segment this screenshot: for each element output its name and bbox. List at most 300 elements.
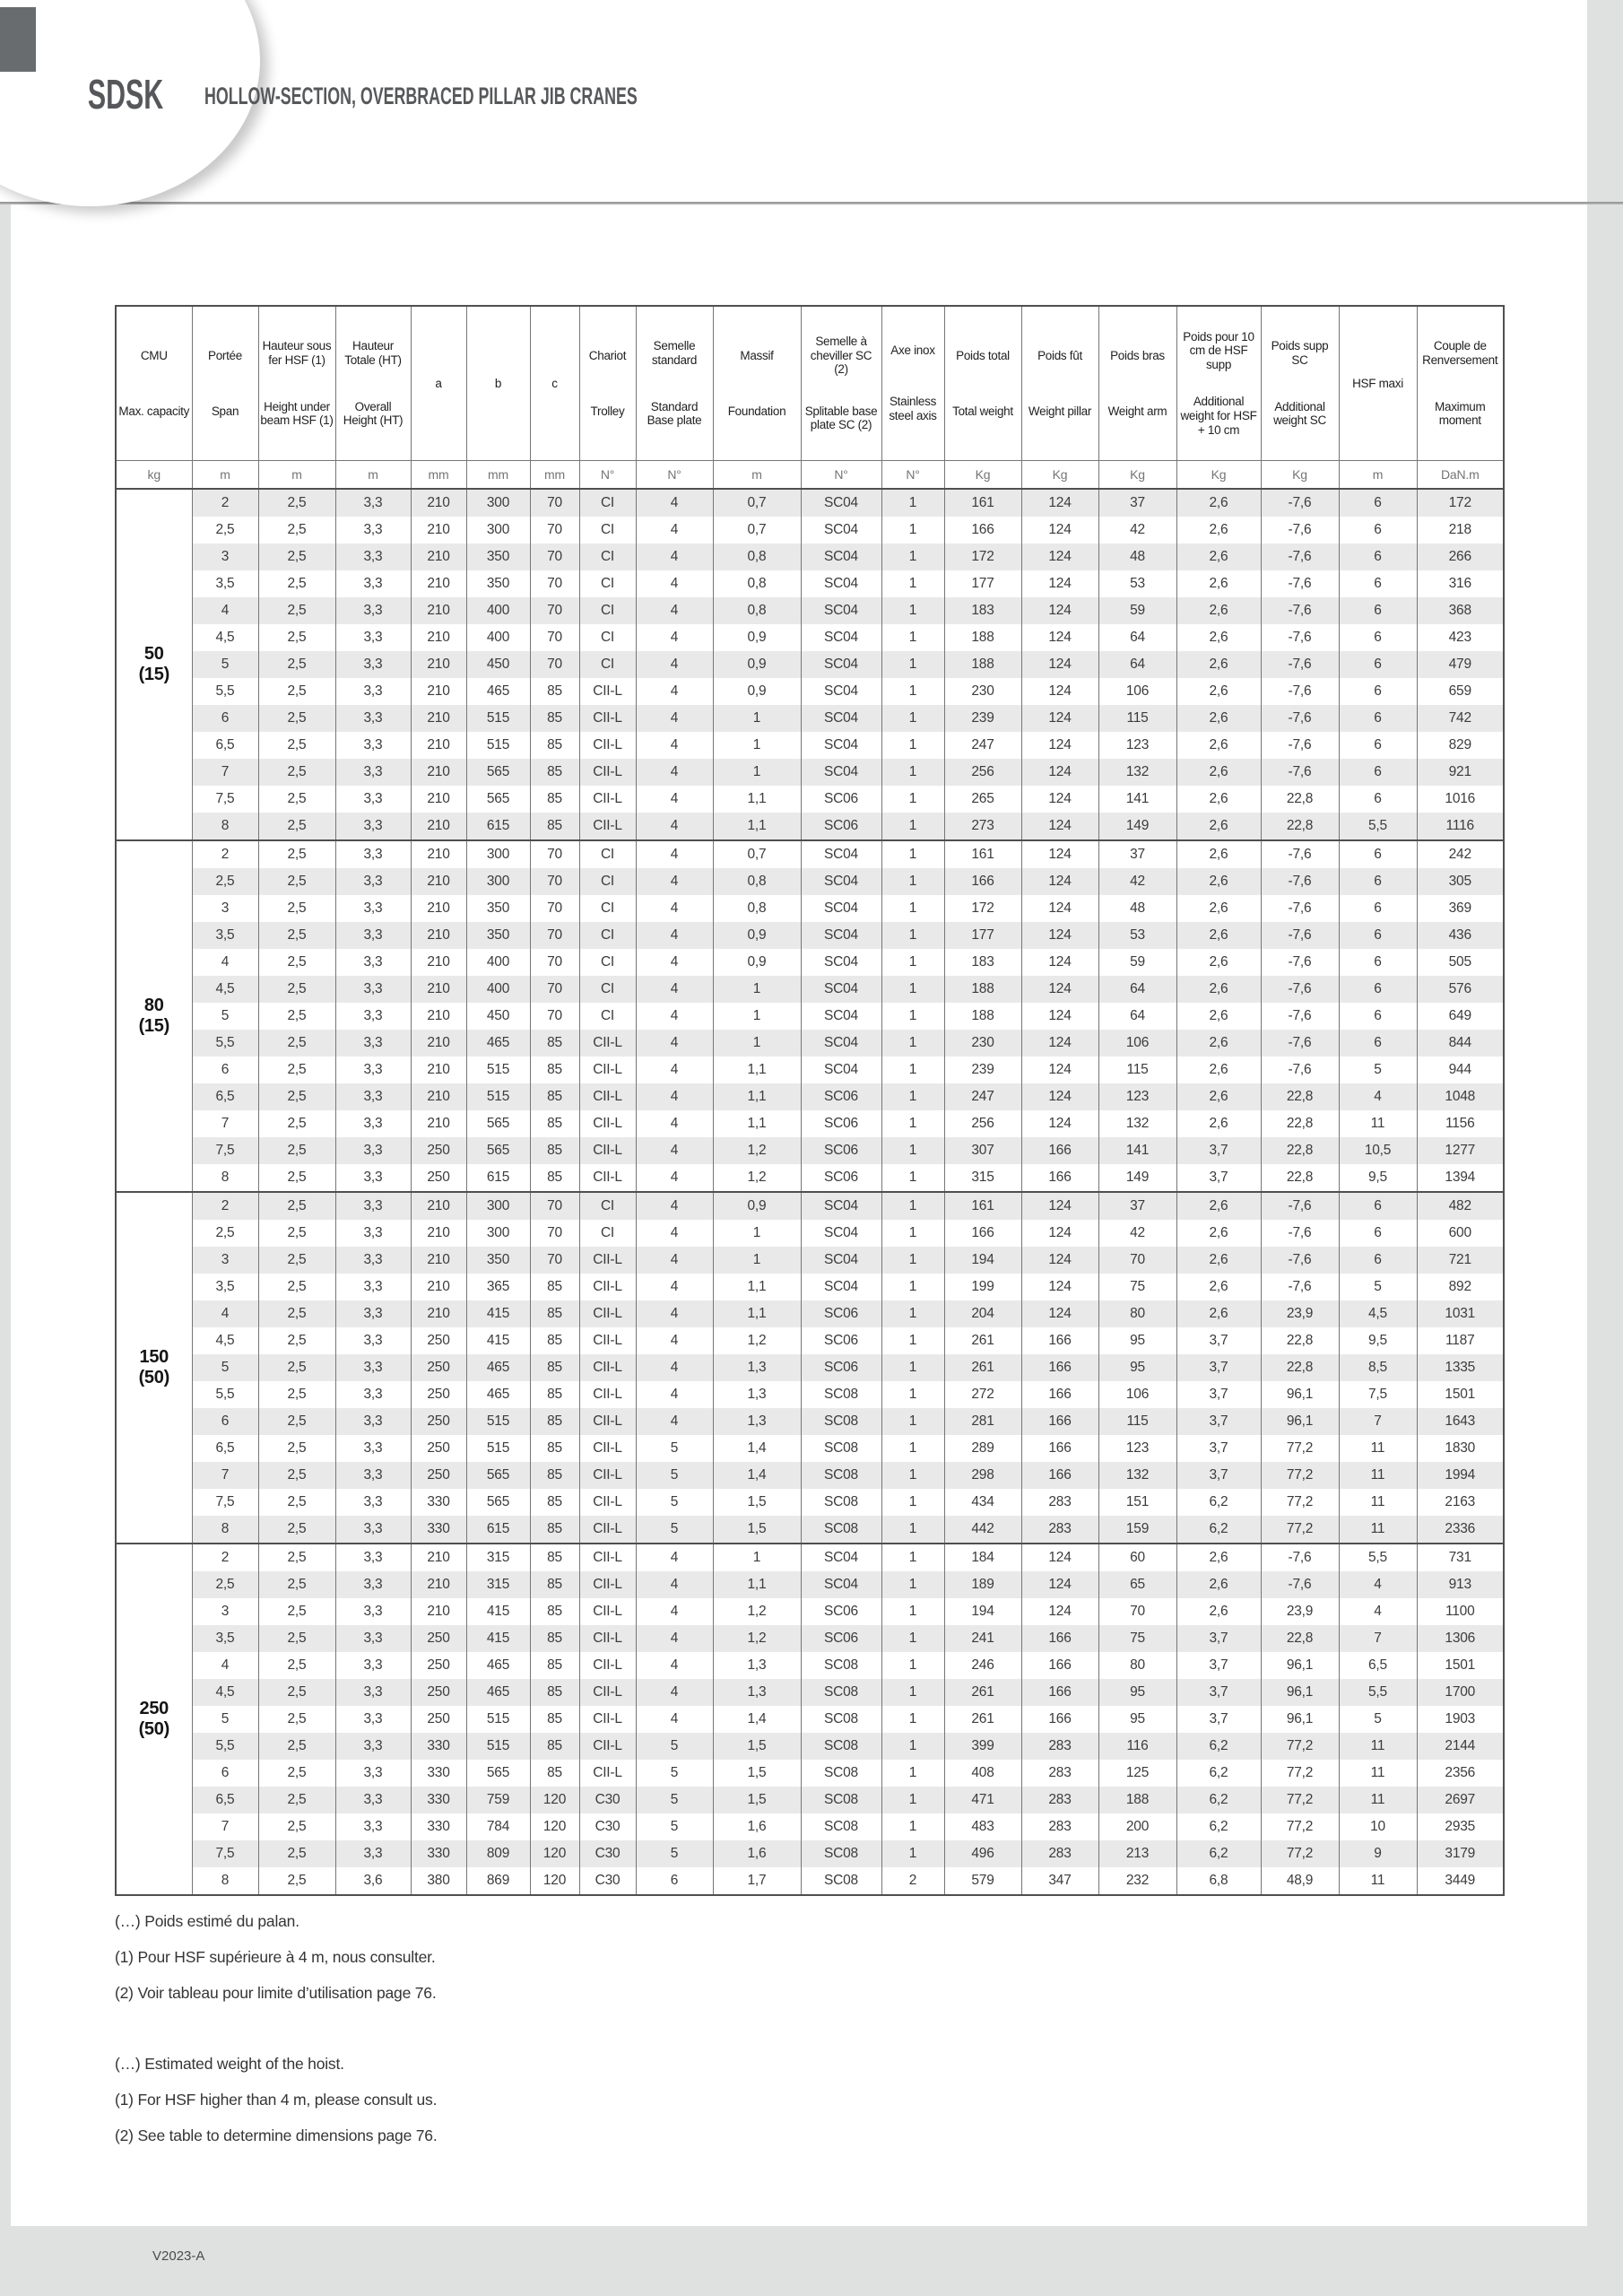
table-cell: 1306 [1417, 1625, 1504, 1652]
column-unit-6: mm [466, 461, 530, 490]
table-cell: 70 [530, 517, 579, 544]
table-cell: 125 [1098, 1760, 1176, 1787]
table-cell: 266 [1417, 544, 1504, 570]
table-cell: 132 [1098, 1110, 1176, 1137]
table-cell: 1 [881, 570, 944, 597]
table-cell: 305 [1417, 868, 1504, 895]
table-cell: 6 [1339, 976, 1417, 1003]
table-cell: SC04 [801, 976, 881, 1003]
column-unit-3: m [258, 461, 335, 490]
table-cell: 3,7 [1176, 1408, 1261, 1435]
table-cell: 0,9 [713, 1192, 801, 1220]
table-cell: 96,1 [1261, 1408, 1339, 1435]
table-cell: 2,6 [1176, 1274, 1261, 1300]
table-cell: 11 [1339, 1462, 1417, 1489]
table-cell: 3,7 [1176, 1625, 1261, 1652]
table-cell: 2,5 [258, 1733, 335, 1760]
table-cell: CI [579, 1192, 636, 1220]
table-cell: 1 [881, 732, 944, 759]
table-cell: 6 [636, 1867, 713, 1895]
table-row [116, 705, 1504, 732]
table-cell: 5 [636, 1760, 713, 1787]
table-cell: 124 [1021, 1220, 1098, 1247]
table-cell: 3,5 [192, 922, 258, 949]
table-cell: CII-L [579, 1408, 636, 1435]
table-cell: 4 [636, 949, 713, 976]
table-cell: 5 [636, 1462, 713, 1489]
table-cell: 3,3 [335, 1435, 411, 1462]
table-cell: 515 [466, 1435, 530, 1462]
table-cell: CII-L [579, 759, 636, 786]
table-cell: 261 [944, 1679, 1021, 1706]
table-cell: SC08 [801, 1516, 881, 1544]
table-cell: CII-L [579, 1544, 636, 1571]
table-row [116, 1760, 1504, 1787]
table-cell: 77,2 [1261, 1462, 1339, 1489]
table-cell: 615 [466, 1516, 530, 1544]
table-cell: 11 [1339, 1489, 1417, 1516]
table-cell: 1 [881, 1381, 944, 1408]
table-cell: 4 [1339, 1598, 1417, 1625]
table-cell: 124 [1021, 651, 1098, 678]
table-cell: 2,6 [1176, 895, 1261, 922]
table-cell: 3,3 [335, 895, 411, 922]
table-cell: 565 [466, 759, 530, 786]
table-cell: 3,3 [335, 597, 411, 624]
table-cell: 6 [1339, 678, 1417, 705]
table-cell: 77,2 [1261, 1840, 1339, 1867]
table-cell: 2,5 [258, 651, 335, 678]
table-cell: -7,6 [1261, 678, 1339, 705]
column-unit-19: DaN.m [1417, 461, 1504, 490]
table-cell: 5,5 [1339, 1679, 1417, 1706]
table-cell: 9,5 [1339, 1327, 1417, 1354]
table-cell: 4 [636, 1057, 713, 1083]
table-cell: 3 [192, 1598, 258, 1625]
table-cell: 5 [1339, 1706, 1417, 1733]
table-cell: 2 [192, 840, 258, 868]
column-header-3 [258, 306, 335, 461]
table-cell: 6,5 [192, 1787, 258, 1813]
table-cell: 465 [466, 1652, 530, 1679]
table-cell: 1 [881, 1516, 944, 1544]
column-unit-9: N° [636, 461, 713, 490]
table-cell: 283 [1021, 1840, 1098, 1867]
table-cell: CII-L [579, 1571, 636, 1598]
table-cell: 1 [881, 678, 944, 705]
table-cell: 2163 [1417, 1489, 1504, 1516]
table-cell: 399 [944, 1733, 1021, 1760]
table-cell: 315 [466, 1544, 530, 1571]
table-cell: 4 [636, 1327, 713, 1354]
table-cell: 120 [530, 1787, 579, 1813]
column-label-fr: Axe inox [890, 344, 935, 358]
table-cell: 5 [1339, 1057, 1417, 1083]
table-cell: 3,3 [335, 1110, 411, 1137]
table-cell: 4 [636, 813, 713, 840]
table-cell: 85 [530, 1030, 579, 1057]
table-cell: 408 [944, 1760, 1021, 1787]
table-cell: 2 [192, 1544, 258, 1571]
table-cell: 2,6 [1176, 1300, 1261, 1327]
table-cell: 1,5 [713, 1516, 801, 1544]
table-cell: 85 [530, 1137, 579, 1164]
table-cell: 8 [192, 813, 258, 840]
table-cell: 5,5 [192, 678, 258, 705]
table-cell: 132 [1098, 1462, 1176, 1489]
table-cell: 70 [530, 544, 579, 570]
table-cell: 1 [713, 1247, 801, 1274]
column-unit-5: mm [411, 461, 466, 490]
column-header-19 [1417, 306, 1504, 461]
table-cell: 1 [881, 1679, 944, 1706]
table-cell: 1 [881, 1489, 944, 1516]
table-cell: 210 [411, 705, 466, 732]
table-cell: 6 [1339, 1220, 1417, 1247]
table-cell: 4 [636, 1652, 713, 1679]
table-cell: 85 [530, 1327, 579, 1354]
table-cell: 330 [411, 1760, 466, 1787]
table-cell: 1 [881, 1760, 944, 1787]
table-cell: 210 [411, 895, 466, 922]
table-cell: 368 [1417, 597, 1504, 624]
table-cell: 4 [636, 1354, 713, 1381]
table-cell: 273 [944, 813, 1021, 840]
table-cell: 4 [636, 1003, 713, 1030]
table-cell: CII-L [579, 705, 636, 732]
table-cell: 298 [944, 1462, 1021, 1489]
table-cell: 166 [1021, 1408, 1098, 1435]
table-cell: 0,9 [713, 624, 801, 651]
column-label-fr: Massif [740, 348, 774, 362]
table-cell: 124 [1021, 544, 1098, 570]
table-cell: 450 [466, 1003, 530, 1030]
table-cell: 3,3 [335, 1733, 411, 1760]
table-cell: 124 [1021, 1300, 1098, 1327]
table-cell: 42 [1098, 868, 1176, 895]
table-cell: 5 [192, 1354, 258, 1381]
table-cell: 124 [1021, 732, 1098, 759]
table-cell: 330 [411, 1787, 466, 1813]
table-cell: 1,1 [713, 1110, 801, 1137]
table-cell: 1394 [1417, 1164, 1504, 1192]
table-row [116, 1489, 1504, 1516]
table-cell: 2,6 [1176, 1003, 1261, 1030]
table-cell: -7,6 [1261, 651, 1339, 678]
table-cell: 48 [1098, 895, 1176, 922]
table-cell: 0,7 [713, 840, 801, 868]
table-cell: 256 [944, 759, 1021, 786]
table-cell: 5 [636, 1435, 713, 1462]
table-cell: 115 [1098, 1408, 1176, 1435]
table-cell: 436 [1417, 922, 1504, 949]
table-cell: SC08 [801, 1679, 881, 1706]
table-cell: 210 [411, 786, 466, 813]
column-label-fr: Hauteur Totale (HT) [344, 339, 402, 367]
table-cell: 70 [530, 651, 579, 678]
table-cell: 124 [1021, 1247, 1098, 1274]
table-cell: SC04 [801, 1571, 881, 1598]
table-cell: 3,3 [335, 705, 411, 732]
table-cell: 2,5 [258, 976, 335, 1003]
table-cell: SC04 [801, 705, 881, 732]
table-cell: 5,5 [192, 1030, 258, 1057]
table-cell: 2,6 [1176, 1220, 1261, 1247]
table-cell: -7,6 [1261, 517, 1339, 544]
table-row [116, 1462, 1504, 1489]
table-cell: 496 [944, 1840, 1021, 1867]
table-cell: 250 [411, 1354, 466, 1381]
table-cell: 7 [1339, 1625, 1417, 1652]
table-cell: 151 [1098, 1489, 1176, 1516]
table-row [116, 1652, 1504, 1679]
table-cell: 400 [466, 976, 530, 1003]
table-cell: 22,8 [1261, 1137, 1339, 1164]
table-cell: 721 [1417, 1247, 1504, 1274]
table-cell: 3,3 [335, 1192, 411, 1220]
column-label-en: Additional weight SC [1273, 399, 1326, 428]
table-cell: 11 [1339, 1516, 1417, 1544]
table-cell: SC04 [801, 597, 881, 624]
table-cell: 2,5 [258, 1516, 335, 1544]
table-cell: 37 [1098, 489, 1176, 517]
table-cell: 2,6 [1176, 624, 1261, 651]
column-header-6 [466, 306, 530, 461]
table-cell: 3,3 [335, 1598, 411, 1625]
table-cell: 415 [466, 1327, 530, 1354]
table-cell: 22,8 [1261, 1110, 1339, 1137]
table-cell: SC08 [801, 1733, 881, 1760]
table-row [116, 624, 1504, 651]
table-cell: 1,1 [713, 1274, 801, 1300]
table-cell: 166 [1021, 1435, 1098, 1462]
table-cell: 515 [466, 1733, 530, 1760]
table-cell: 4 [636, 570, 713, 597]
table-cell: 210 [411, 517, 466, 544]
table-cell: 250 [411, 1408, 466, 1435]
table-cell: CII-L [579, 1435, 636, 1462]
table-cell: SC04 [801, 1220, 881, 1247]
table-row [116, 1274, 1504, 1300]
table-cell: 210 [411, 1110, 466, 1137]
table-cell: 1501 [1417, 1652, 1504, 1679]
table-cell: 2,6 [1176, 1598, 1261, 1625]
table-cell: SC04 [801, 489, 881, 517]
table-cell: 124 [1021, 868, 1098, 895]
table-cell: SC06 [801, 1083, 881, 1110]
table-cell: 210 [411, 1030, 466, 1057]
table-cell: 3,3 [335, 1137, 411, 1164]
table-cell: 64 [1098, 624, 1176, 651]
table-cell: 59 [1098, 597, 1176, 624]
table-cell: 2,5 [258, 1300, 335, 1327]
table-row [116, 1300, 1504, 1327]
table-cell: 829 [1417, 732, 1504, 759]
table-cell: 96,1 [1261, 1381, 1339, 1408]
table-cell: 6 [1339, 786, 1417, 813]
table-cell: 1 [881, 786, 944, 813]
table-cell: 161 [944, 840, 1021, 868]
table-cell: CII-L [579, 1030, 636, 1057]
table-cell: 7,5 [1339, 1381, 1417, 1408]
table-cell: 2,5 [258, 1408, 335, 1435]
table-cell: 85 [530, 1516, 579, 1544]
table-cell: 4 [636, 1030, 713, 1057]
table-cell: 1,5 [713, 1489, 801, 1516]
table-cell: 3,3 [335, 922, 411, 949]
table-cell: 283 [1021, 1733, 1098, 1760]
column-label-en: Height under beam HSF (1) [260, 399, 334, 428]
table-cell: 2,5 [258, 1462, 335, 1489]
table-cell: 3,3 [335, 1057, 411, 1083]
table-cell: 2,6 [1176, 1110, 1261, 1137]
table-cell: 6,2 [1176, 1760, 1261, 1787]
table-cell: 272 [944, 1381, 1021, 1408]
table-cell: 85 [530, 1544, 579, 1571]
table-cell: 95 [1098, 1706, 1176, 1733]
table-row [116, 1137, 1504, 1164]
column-label-fr: c [551, 376, 558, 390]
table-cell: 1,3 [713, 1652, 801, 1679]
table-cell: SC08 [801, 1813, 881, 1840]
table-cell: 124 [1021, 489, 1098, 517]
table-cell: 250 [411, 1625, 466, 1652]
table-cell: 330 [411, 1516, 466, 1544]
table-cell: CII-L [579, 786, 636, 813]
table-cell: 22,8 [1261, 1625, 1339, 1652]
table-cell: 85 [530, 732, 579, 759]
table-cell: 2,6 [1176, 1544, 1261, 1571]
table-cell: 22,8 [1261, 1164, 1339, 1192]
column-header-10 [713, 306, 801, 461]
table-cell: 188 [1098, 1787, 1176, 1813]
table-cell: 1 [881, 895, 944, 922]
table-cell: 307 [944, 1137, 1021, 1164]
table-cell: 183 [944, 949, 1021, 976]
table-cell: SC04 [801, 1003, 881, 1030]
table-cell: 347 [1021, 1867, 1098, 1895]
table-cell: 6 [1339, 759, 1417, 786]
table-cell: CI [579, 868, 636, 895]
table-cell: 5 [192, 1706, 258, 1733]
table-cell: SC08 [801, 1760, 881, 1787]
table-cell: 166 [1021, 1652, 1098, 1679]
table-cell: 1 [881, 1706, 944, 1733]
table-cell: 330 [411, 1489, 466, 1516]
table-cell: 75 [1098, 1625, 1176, 1652]
table-cell: 166 [944, 868, 1021, 895]
table-cell: 515 [466, 1083, 530, 1110]
column-unit-16: Kg [1176, 461, 1261, 490]
table-cell: 742 [1417, 705, 1504, 732]
table-cell: 106 [1098, 1030, 1176, 1057]
table-cell: 2,6 [1176, 813, 1261, 840]
table-cell: 189 [944, 1571, 1021, 1598]
column-label-fr: Semelle à cheviller SC (2) [810, 334, 872, 377]
table-cell: 53 [1098, 922, 1176, 949]
table-cell: 2935 [1417, 1813, 1504, 1840]
footnotes-french [115, 1903, 437, 2011]
table-cell: 5,5 [1339, 813, 1417, 840]
table-cell: 3,3 [335, 1787, 411, 1813]
table-row [116, 1110, 1504, 1137]
table-cell: 0,8 [713, 570, 801, 597]
table-cell: 2,6 [1176, 840, 1261, 868]
table-cell: 6,8 [1176, 1867, 1261, 1895]
table-row [116, 1867, 1504, 1895]
table-cell: 1,1 [713, 1300, 801, 1327]
table-cell: 4 [192, 1300, 258, 1327]
table-cell: 1 [881, 651, 944, 678]
table-cell: 0,8 [713, 895, 801, 922]
table-cell: 96,1 [1261, 1652, 1339, 1679]
table-cell: 250 [411, 1679, 466, 1706]
table-cell: 3 [192, 895, 258, 922]
table-cell: 3,7 [1176, 1381, 1261, 1408]
table-cell: 210 [411, 1598, 466, 1625]
table-cell: 1 [881, 1813, 944, 1840]
table-cell: 515 [466, 1706, 530, 1733]
table-cell: 194 [944, 1247, 1021, 1274]
table-cell: SC06 [801, 1598, 881, 1625]
table-cell: 2,6 [1176, 517, 1261, 544]
table-cell: 6 [1339, 949, 1417, 976]
table-cell: 124 [1021, 517, 1098, 544]
table-cell: -7,6 [1261, 949, 1339, 976]
table-cell: CII-L [579, 1110, 636, 1137]
corner-square [0, 7, 36, 72]
column-label-fr: b [494, 376, 502, 390]
table-cell: 4,5 [192, 1679, 258, 1706]
table-cell: 1 [881, 1137, 944, 1164]
footnote-line: (1) Pour HSF supérieure à 4 m, nous consulter. [115, 1948, 436, 1966]
table-cell: 4 [636, 651, 713, 678]
table-cell: 5 [192, 651, 258, 678]
table-cell: 1,1 [713, 1057, 801, 1083]
table-cell: CI [579, 922, 636, 949]
column-header-7 [530, 306, 579, 461]
table-cell: 2,6 [1176, 976, 1261, 1003]
table-cell: 2,5 [258, 868, 335, 895]
table-cell: 166 [1021, 1706, 1098, 1733]
table-cell: CII-L [579, 1057, 636, 1083]
table-cell: 124 [1021, 976, 1098, 1003]
table-cell: CII-L [579, 1462, 636, 1489]
table-cell: 1 [881, 1544, 944, 1571]
table-cell: 8 [192, 1164, 258, 1192]
table-cell: 1,6 [713, 1813, 801, 1840]
table-cell: CII-L [579, 1733, 636, 1760]
table-cell: 124 [1021, 1083, 1098, 1110]
table-cell: 1,5 [713, 1760, 801, 1787]
table-cell: 380 [411, 1867, 466, 1895]
table-cell: 177 [944, 922, 1021, 949]
table-cell: 3 [192, 1247, 258, 1274]
table-cell: 4 [636, 1220, 713, 1247]
table-cell: 70 [530, 922, 579, 949]
table-cell: 415 [466, 1598, 530, 1625]
table-row [116, 1030, 1504, 1057]
table-cell: 471 [944, 1787, 1021, 1813]
table-cell: 3,3 [335, 1408, 411, 1435]
table-cell: 3,3 [335, 517, 411, 544]
table-cell: 77,2 [1261, 1733, 1339, 1760]
table-cell: 4 [636, 1706, 713, 1733]
table-cell: 7 [192, 759, 258, 786]
table-cell: 85 [530, 1625, 579, 1652]
table-cell: 172 [944, 895, 1021, 922]
table-cell: 200 [1098, 1813, 1176, 1840]
